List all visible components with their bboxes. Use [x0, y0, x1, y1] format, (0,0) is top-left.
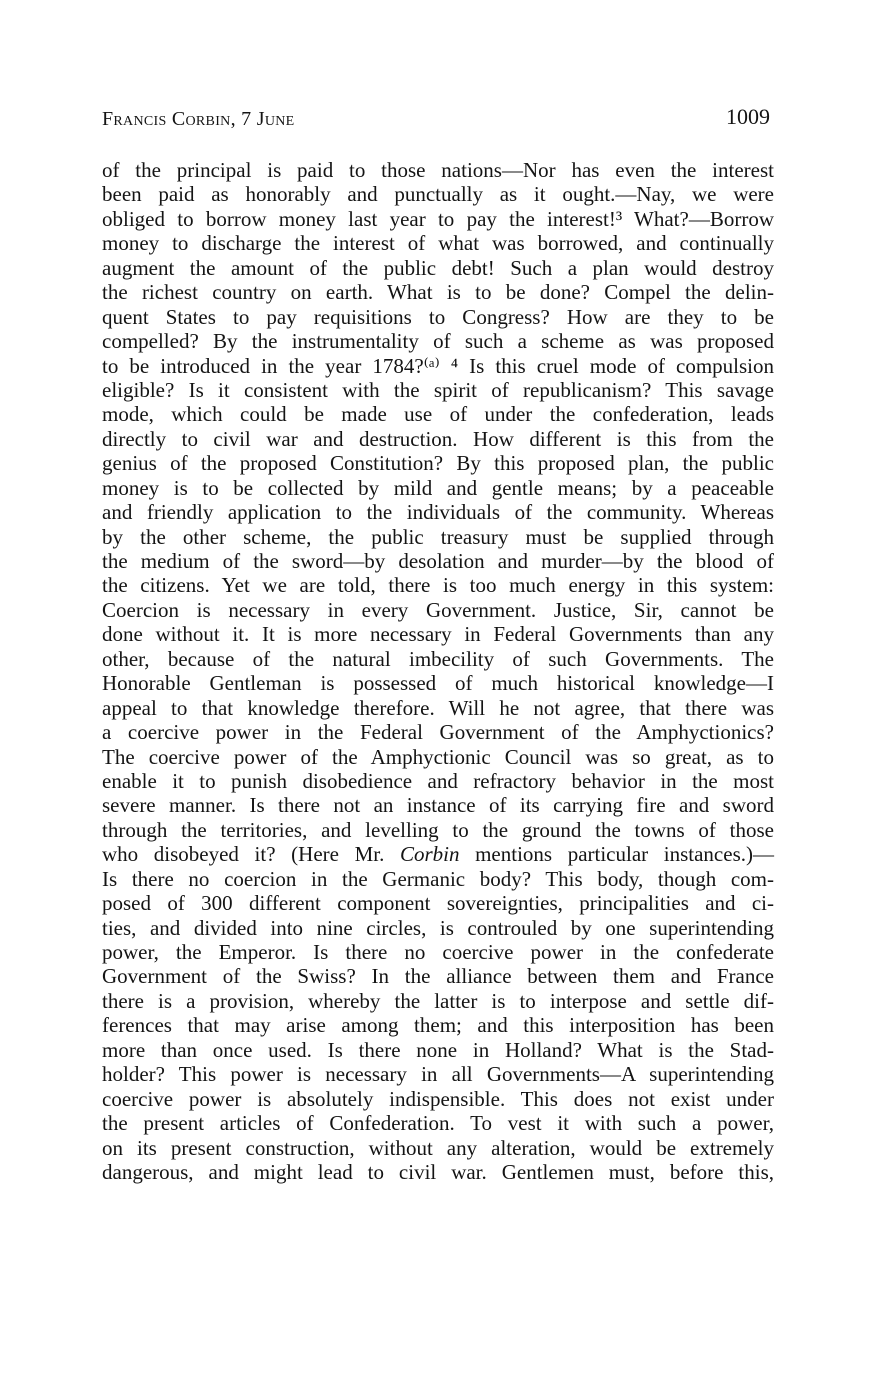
- text-line: appeal to that knowledge therefore. Will he not agree, that there was: [102, 695, 774, 720]
- text-segment: who disobeyed it? (Here Mr.: [102, 842, 400, 867]
- text-line: enable it to punish disobedience and refractory behavior in the most: [102, 768, 774, 793]
- text-line: quent States to pay requisitions to Congress? How are they to be: [102, 304, 774, 329]
- text-line: the citizens. Yet we are told, there is too much energy in this system:: [102, 573, 774, 598]
- text-line: there is a provision, whereby the latter is to interpose and settle dif-: [102, 988, 774, 1013]
- text-line: the richest country on earth. What is to be done? Compel the delin-: [102, 280, 774, 305]
- text-line: of the principal is paid to those nations—Nor has even the interest: [102, 158, 774, 182]
- text-line: severe manner. Is there not an instance of its carrying fire and sword: [102, 793, 774, 818]
- text-line: ties, and divided into nine circles, is controuled by one superintending: [102, 915, 774, 940]
- text-line: done without it. It is more necessary in Federal Governments than any: [102, 622, 774, 647]
- text-line: posed of 300 different component sovereignties, principalities and ci-: [102, 891, 774, 916]
- text-line: augment the amount of the public debt! Such a plan would destroy: [102, 255, 774, 280]
- italic-name: Corbin: [399, 842, 460, 867]
- text-line: a coercive power in the Federal Government of the Amphyctionics?: [102, 720, 774, 745]
- text-line: Honorable Gentleman is possessed of much historical knowledge—I: [102, 671, 774, 696]
- running-head: [102, 104, 770, 138]
- text-line: Is there no coercion in the Germanic body? This body, though com-: [102, 866, 774, 891]
- page-number: 1009: [726, 104, 770, 129]
- text-line: and friendly application to the individuals of the community. Whereas: [102, 500, 774, 525]
- text-segment: mentions particular instances.)—: [459, 842, 774, 867]
- text-line: on its present construction, without any alteration, would be extremely: [102, 1135, 774, 1160]
- text-line: directly to civil war and destruction. How different is this from the: [102, 426, 774, 451]
- text-line: eligible? Is it consistent with the spirit of republicanism? This savage: [102, 377, 774, 402]
- text-line: to be introduced in the year 1784?⁽ᵃ⁾ ⁴ Is this cruel mode of compulsion: [102, 353, 774, 378]
- text-line: genius of the proposed Constitution? By this proposed plan, the public: [102, 451, 774, 476]
- text-line: holder? This power is necessary in all Governments—A superintending: [102, 1062, 774, 1087]
- text-line: more than once used. Is there none in Holland? What is the Stad-: [102, 1037, 774, 1062]
- text-line: other, because of the natural imbecility of such Governments. The: [102, 646, 774, 671]
- text-line-with-italic: [102, 842, 774, 866]
- text-line: Coercion is necessary in every Government. Justice, Sir, cannot be: [102, 597, 774, 622]
- text-line: ferences that may arise among them; and this interposition has been: [102, 1013, 774, 1038]
- text-line: by the other scheme, the public treasury must be supplied through: [102, 524, 774, 549]
- text-line: through the territories, and levelling to the ground the towns of those: [102, 817, 774, 842]
- text-line: power, the Emperor. Is there no coercive power in the confederate: [102, 940, 774, 964]
- text-line: obliged to borrow money last year to pay the interest!³ What?—Borrow: [102, 206, 774, 231]
- text-line: been paid as honorably and punctually as it ought.—Nay, we were: [102, 182, 774, 207]
- text-line: the present articles of Confederation. To vest it with such a power,: [102, 1111, 774, 1136]
- text-line: coercive power is absolutely indispensible. This does not exist under: [102, 1086, 774, 1111]
- text-line: money is to be collected by mild and gentle means; by a peaceable: [102, 475, 774, 500]
- text-line: The coercive power of the Amphyctionic Council was so great, as to: [102, 744, 774, 769]
- body-text: [102, 158, 774, 1184]
- text-line: compelled? By the instrumentality of such a scheme as was proposed: [102, 329, 774, 354]
- text-line: the medium of the sword—by desolation and murder—by the blood of: [102, 549, 774, 573]
- text-line: money to discharge the interest of what was borrowed, and continually: [102, 231, 774, 256]
- running-head-title: Francis Corbin, 7 June: [102, 108, 295, 130]
- text-line: dangerous, and might lead to civil war. Gentlemen must, before this,: [102, 1159, 774, 1184]
- text-line: Government of the Swiss? In the alliance between them and France: [102, 964, 774, 989]
- text-line: mode, which could be made use of under the confederation, leads: [102, 402, 774, 427]
